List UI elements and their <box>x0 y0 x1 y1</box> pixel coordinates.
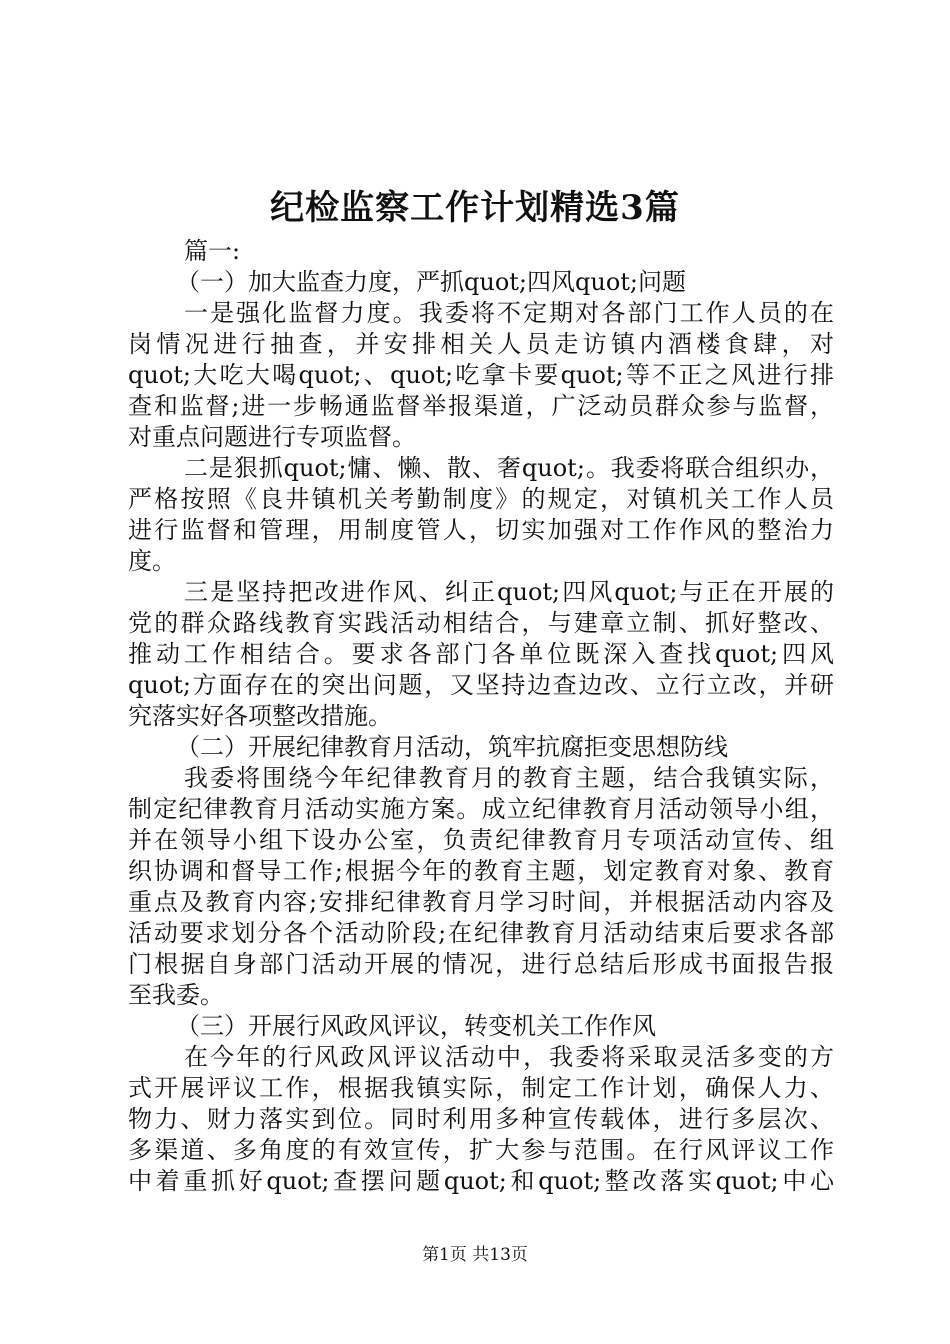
paragraph-line: 一是强化监督力度。我委将不定期对各部门工作人员的在 <box>184 299 834 327</box>
paragraph-line: 至我委。 <box>128 981 224 1009</box>
paragraph-line: 进行监督和管理，用制度管人，切实加强对工作作风的整治力 <box>128 516 834 544</box>
paragraph-line: 究落实好各项整改措施。 <box>128 702 392 730</box>
paragraph-line: 在今年的行风政风评议活动中，我委将采取灵活多变的方 <box>184 1043 834 1071</box>
paragraph-line: 我委将围绕今年纪律教育月的教育主题，结合我镇实际， <box>184 764 834 792</box>
paragraph-line: 重点及教育内容;安排纪律教育月学习时间，并根据活动内容及 <box>128 888 834 916</box>
subsection-heading: （三）开展行风政风评议，转变机关工作作风 <box>176 1012 656 1040</box>
paragraph-line: 并在领导小组下设办公室，负责纪律教育月专项活动宣传、组 <box>128 826 834 854</box>
paragraph-line: 度。 <box>128 547 176 575</box>
subsection-heading: （一）加大监查力度，严抓quot;四风quot;问题 <box>176 268 686 296</box>
paragraph-line: 门根据自身部门活动开展的情况，进行总结后形成书面报告报 <box>128 950 834 978</box>
paragraph-line: quot;大吃大喝quot;、quot;吃拿卡要quot;等不正之风进行排 <box>128 361 834 389</box>
paragraph-line: 织协调和督导工作;根据今年的教育主题，划定教育对象、教育 <box>128 857 834 885</box>
paragraph-line: 查和监督;进一步畅通监督举报渠道，广泛动员群众参与监督， <box>128 392 834 420</box>
subsection-heading: （二）开展纪律教育月活动，筑牢抗腐拒变思想防线 <box>176 733 728 761</box>
paragraph-line: 制定纪律教育月活动实施方案。成立纪律教育月活动领导小组， <box>128 795 834 823</box>
document-body <box>128 236 834 1197</box>
paragraph-line: 严格按照《良井镇机关考勤制度》的规定，对镇机关工作人员 <box>128 485 834 513</box>
paragraph-line: 物力、财力落实到位。同时利用多种宣传载体，进行多层次、 <box>128 1105 834 1133</box>
paragraph-line: 二是狠抓quot;慵、懒、散、奢quot;。我委将联合组织办， <box>184 454 834 482</box>
paragraph-line: 多渠道、多角度的有效宣传，扩大参与范围。在行风评议工作 <box>128 1136 834 1164</box>
section-heading: 篇一: <box>184 237 241 265</box>
paragraph-line: 对重点问题进行专项监督。 <box>128 423 416 451</box>
page-number-footer: 第1页 共13页 <box>422 1245 528 1265</box>
paragraph-line: 推动工作相结合。要求各部门各单位既深入查找quot;四风 <box>128 640 834 668</box>
paragraph-line: 中着重抓好quot;查摆问题quot;和quot;整改落实quot;中心 <box>128 1167 834 1195</box>
document-title: 纪检监察工作计划精选3篇 <box>270 188 680 228</box>
paragraph-line: 党的群众路线教育实践活动相结合，与建章立制、抓好整改、 <box>128 609 834 637</box>
paragraph-line: 式开展评议工作，根据我镇实际，制定工作计划，确保人力、 <box>128 1074 834 1102</box>
paragraph-line: 活动要求划分各个活动阶段;在纪律教育月活动结束后要求各部 <box>128 919 834 947</box>
paragraph-line: quot;方面存在的突出问题，又坚持边查边改、立行立改，并研 <box>128 671 834 699</box>
paragraph-line: 三是坚持把改进作风、纠正quot;四风quot;与正在开展的 <box>184 578 834 606</box>
paragraph-line: 岗情况进行抽查，并安排相关人员走访镇内酒楼食肆，对 <box>128 330 834 358</box>
